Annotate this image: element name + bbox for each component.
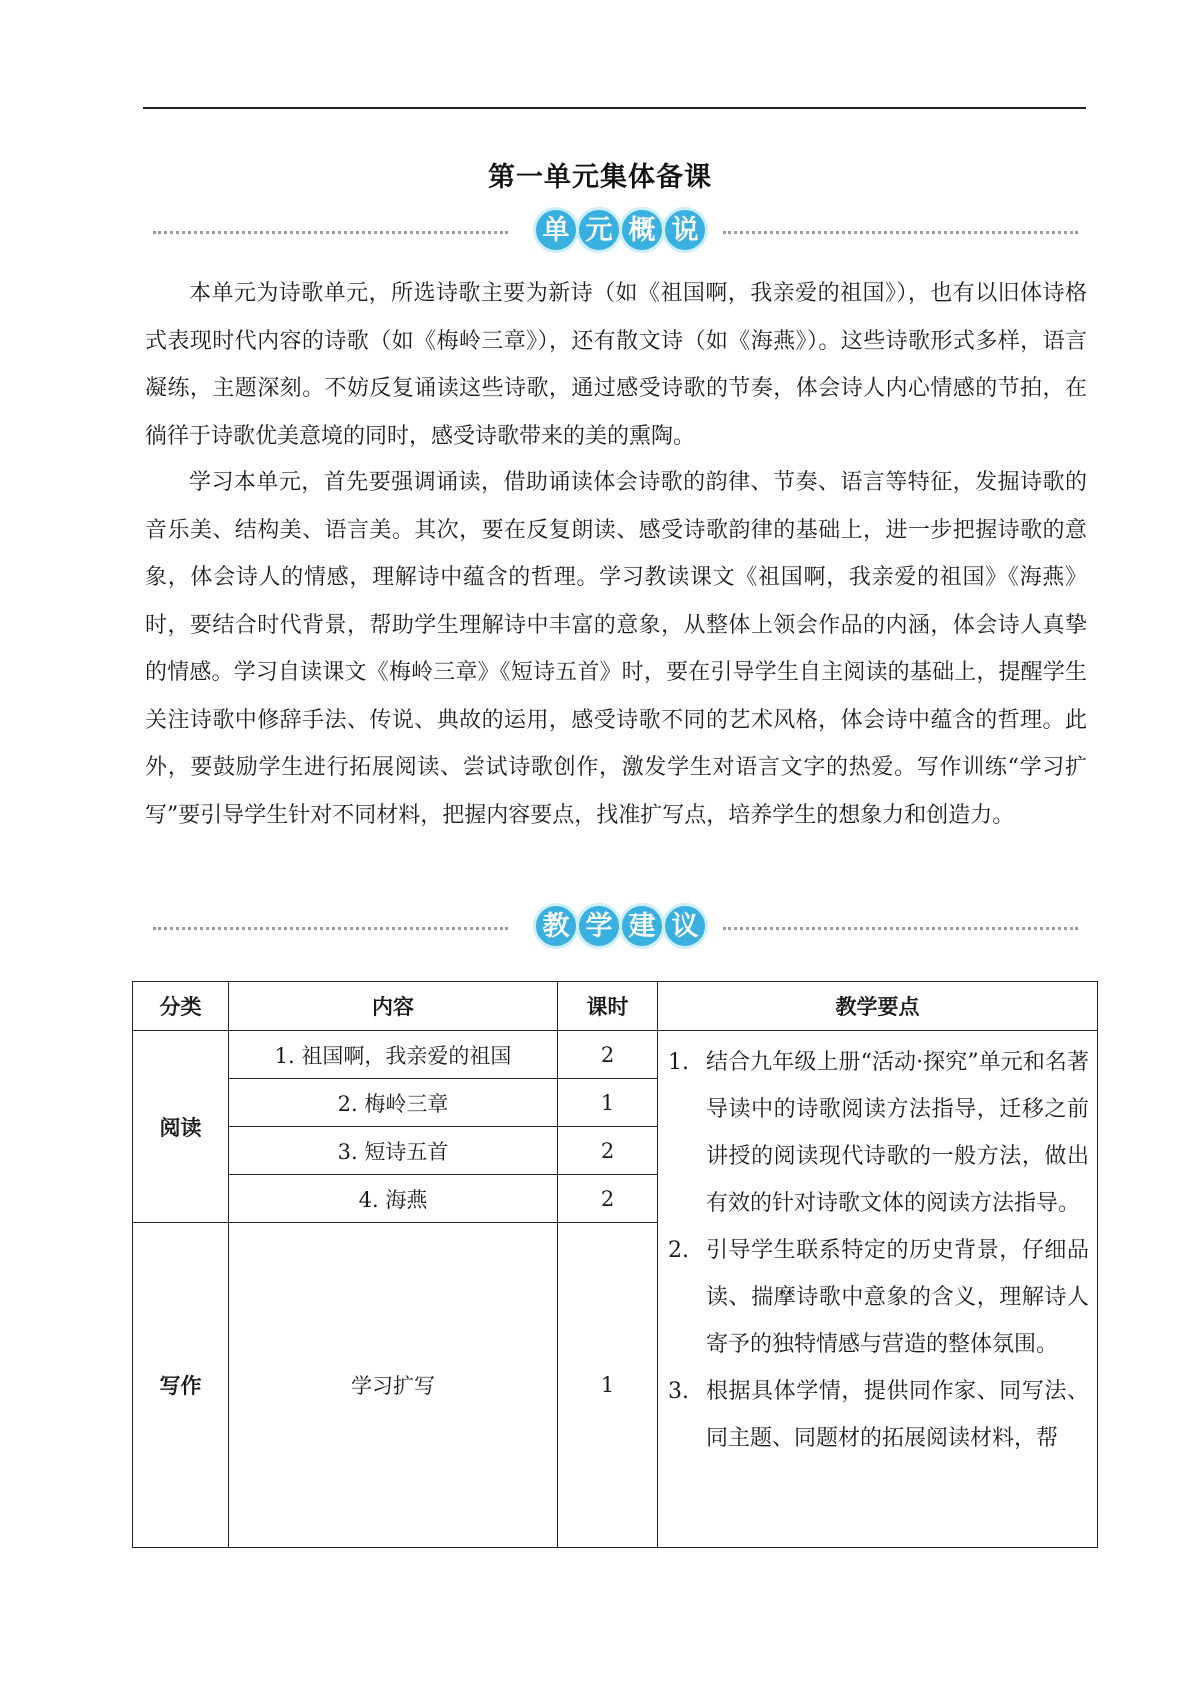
hours-cell: 1 bbox=[558, 1079, 658, 1127]
content-cell: 4. 海燕 bbox=[229, 1175, 558, 1223]
header-teaching-points: 教学要点 bbox=[658, 982, 1098, 1031]
section-char: 教 bbox=[533, 903, 579, 949]
dotted-divider-right bbox=[723, 231, 1078, 234]
section-header-overview bbox=[143, 207, 1086, 257]
content-cell: 1. 祖国啊，我亲爱的祖国 bbox=[229, 1031, 558, 1079]
point-text: 引导学生联系特定的历史背景，仔细品读、揣摩诗歌中意象的含义，理解诗人寄予的独特情感与营造的整体氛围。 bbox=[706, 1238, 1089, 1357]
content-cell: 2. 梅岭三章 bbox=[229, 1079, 558, 1127]
section-char: 建 bbox=[619, 903, 665, 949]
hours-cell: 2 bbox=[558, 1031, 658, 1079]
content-cell: 学习扩写 bbox=[229, 1223, 558, 1548]
section-char: 概 bbox=[619, 207, 665, 253]
dotted-divider-right bbox=[723, 927, 1078, 930]
point-text: 根据具体学情，提供同作家、同写法、同主题、同题材的拓展阅读材料，帮 bbox=[706, 1379, 1089, 1451]
table-header-row bbox=[133, 982, 1098, 1031]
teaching-point bbox=[668, 1039, 1089, 1227]
section-char: 元 bbox=[576, 207, 622, 253]
content-cell: 3. 短诗五首 bbox=[229, 1127, 558, 1175]
hours-cell: 1 bbox=[558, 1223, 658, 1548]
teaching-point bbox=[668, 1227, 1089, 1368]
section-title-overview bbox=[533, 207, 705, 253]
teaching-plan-table bbox=[132, 981, 1098, 1548]
teaching-point bbox=[668, 1368, 1089, 1462]
category-writing: 写作 bbox=[133, 1223, 229, 1548]
overview-paragraph-1: 本单元为诗歌单元，所选诗歌主要为新诗（如《祖国啊，我亲爱的祖国》），也有以旧体诗格式表现时代内容的诗歌（如《梅岭三章》），还有散文诗（如《海燕》）。这些诗歌形式多样，语言凝练，主题深刻。不妨反复诵读这些诗歌，通过感受诗歌的节奏，体会诗人内心情感的节拍，在徜徉于诗歌优美意境的同时，感受诗歌带来的美的熏陶。 bbox=[145, 281, 1087, 449]
section-char: 说 bbox=[662, 207, 708, 253]
section-char: 学 bbox=[576, 903, 622, 949]
point-number: 1. bbox=[668, 1050, 689, 1075]
section-char: 单 bbox=[533, 207, 579, 253]
header-content: 内容 bbox=[229, 982, 558, 1031]
category-reading: 阅读 bbox=[133, 1031, 229, 1223]
header-hours: 课时 bbox=[558, 982, 658, 1031]
header-category: 分类 bbox=[133, 982, 229, 1031]
point-number: 3. bbox=[668, 1379, 689, 1404]
hours-cell: 2 bbox=[558, 1175, 658, 1223]
overview-paragraph-2: 学习本单元，首先要强调诵读，借助诵读体会诗歌的韵律、节奏、语言等特征，发掘诗歌的音乐美、结构美、语言美。其次，要在反复朗读、感受诗歌韵律的基础上，进一步把握诗歌的意象，体会诗人的情感，理解诗中蕴含的哲理。学习教读课文《祖国啊，我亲爱的祖国》《海燕》时，要结合时代背景，帮助学生理解诗中丰富的意象，从整体上领会作品的内涵，体会诗人真挚的情感。学习自读课文《梅岭三章》《短诗五首》时，要在引导学生自主阅读的基础上，提醒学生关注诗歌中修辞手法、传说、典故的运用，感受诗歌不同的艺术风格，体会诗中蕴含的哲理。此外，要鼓励学生进行拓展阅读、尝试诗歌创作，激发学生对语言文字的热爱。写作训练“学习扩写”要引导学生针对不同材料，把握内容要点，找准扩写点，培养学生的想象力和创造力。 bbox=[145, 470, 1087, 828]
dotted-divider-left bbox=[153, 927, 508, 930]
section-header-suggestions bbox=[143, 903, 1086, 953]
hours-cell: 2 bbox=[558, 1127, 658, 1175]
point-number: 2. bbox=[668, 1238, 689, 1263]
dotted-divider-left bbox=[153, 231, 508, 234]
teaching-points-list bbox=[668, 1039, 1089, 1462]
table-row bbox=[133, 1031, 1098, 1079]
section-char: 议 bbox=[662, 903, 708, 949]
point-text: 结合九年级上册“活动·探究”单元和名著导读中的诗歌阅读方法指导，迁移之前讲授的阅读现代诗歌的一般方法，做出有效的针对诗歌文体的阅读方法指导。 bbox=[706, 1050, 1089, 1216]
page-title: 第一单元集体备课 bbox=[488, 162, 712, 193]
top-rule bbox=[143, 107, 1086, 109]
teaching-points-cell bbox=[658, 1031, 1098, 1548]
section-title-suggestions bbox=[533, 903, 705, 949]
